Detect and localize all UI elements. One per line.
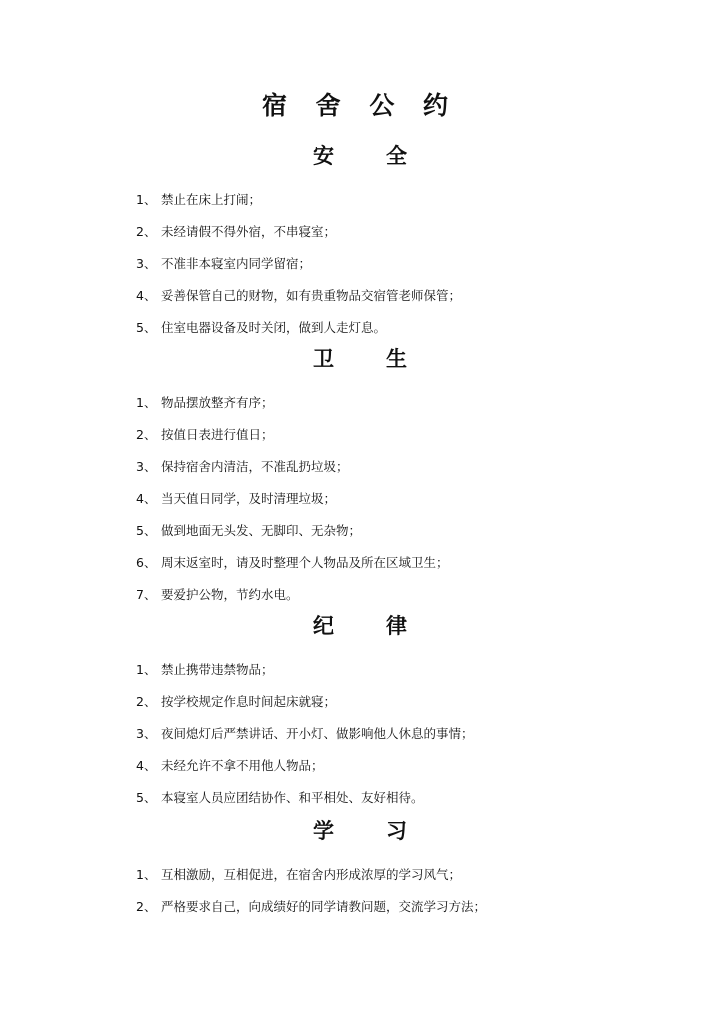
rule-item [0, 189, 720, 221]
section-heading-char: 纪 [313, 613, 334, 638]
rule-number: 1、 [136, 192, 157, 207]
rule-text: 住室电器设备及时关闭，做到人走灯息。 [161, 320, 387, 335]
rule-number: 4、 [136, 491, 157, 506]
section-heading-char: 学 [313, 818, 334, 843]
rule-text: 禁止在床上打闹； [161, 192, 262, 207]
rule-number: 5、 [136, 320, 157, 335]
section-heading [0, 344, 720, 374]
rule-text: 本寝室人员应团结协作、和平相处、友好相待。 [161, 790, 424, 805]
rule-number: 7、 [136, 587, 157, 602]
rule-number: 5、 [136, 790, 157, 805]
rule-number: 1、 [136, 395, 157, 410]
section-hygiene [0, 344, 720, 616]
section-heading-char: 卫 [313, 346, 334, 371]
rule-text: 未经请假不得外宿，不串寝室； [161, 224, 337, 239]
rule-text: 妥善保管自己的财物，如有贵重物品交宿管老师保管； [161, 288, 462, 303]
rule-number: 1、 [136, 662, 157, 677]
rule-number: 3、 [136, 726, 157, 741]
page-title: 宿 舍 公 约 [261, 91, 459, 120]
rule-number: 2、 [136, 224, 157, 239]
rule-number: 2、 [136, 694, 157, 709]
rule-text: 按学校规定作息时间起床就寝； [161, 694, 337, 709]
section-study [0, 816, 720, 928]
rule-number: 4、 [136, 288, 157, 303]
rule-item [0, 221, 720, 253]
section-heading-char: 律 [386, 613, 407, 638]
rule-number: 3、 [136, 256, 157, 271]
rule-text: 周末返室时，请及时整理个人物品及所在区域卫生； [161, 555, 449, 570]
rule-list [0, 659, 720, 819]
rule-item [0, 691, 720, 723]
rule-item [0, 456, 720, 488]
section-safety [0, 141, 720, 349]
rule-number: 3、 [136, 459, 157, 474]
rule-item [0, 392, 720, 424]
rule-text: 按值日表进行值日； [161, 427, 274, 442]
section-heading [0, 611, 720, 641]
section-heading-char: 安 [313, 143, 334, 168]
rule-number: 5、 [136, 523, 157, 538]
rule-item [0, 659, 720, 691]
rule-number: 1、 [136, 867, 157, 882]
rule-text: 物品摆放整齐有序； [161, 395, 274, 410]
rule-text: 做到地面无头发、无脚印、无杂物； [161, 523, 362, 538]
section-heading-char: 全 [386, 143, 407, 168]
rule-item [0, 424, 720, 456]
section-heading-char: 习 [386, 818, 407, 843]
rule-number: 2、 [136, 427, 157, 442]
rule-text: 夜间熄灯后严禁讲话、开小灯、做影响他人休息的事情； [161, 726, 474, 741]
rule-item [0, 520, 720, 552]
rule-text: 保持宿舍内清洁，不准乱扔垃圾； [161, 459, 349, 474]
rule-item [0, 864, 720, 896]
rule-number: 4、 [136, 758, 157, 773]
rule-item [0, 787, 720, 819]
rule-text: 禁止携带违禁物品； [161, 662, 274, 677]
section-heading [0, 141, 720, 171]
section-discipline [0, 611, 720, 819]
rule-text: 未经允许不拿不用他人物品； [161, 758, 324, 773]
section-heading [0, 816, 720, 846]
rule-item [0, 552, 720, 584]
rule-text: 当天值日同学，及时清理垃圾； [161, 491, 337, 506]
rule-text: 互相激励，互相促进，在宿舍内形成浓厚的学习风气； [161, 867, 462, 882]
section-heading-char: 生 [386, 346, 407, 371]
rule-list [0, 392, 720, 616]
rule-item [0, 896, 720, 928]
rule-item [0, 253, 720, 285]
rule-item [0, 755, 720, 787]
rule-item [0, 285, 720, 317]
rule-text: 要爱护公物，节约水电。 [161, 587, 299, 602]
rule-text: 不准非本寝室内同学留宿； [161, 256, 312, 271]
rule-list [0, 189, 720, 349]
rule-item [0, 488, 720, 520]
rule-text: 严格要求自己，向成绩好的同学请教问题，交流学习方法； [161, 899, 487, 914]
rule-item [0, 723, 720, 755]
rule-number: 6、 [136, 555, 157, 570]
rule-list [0, 864, 720, 928]
rule-number: 2、 [136, 899, 157, 914]
